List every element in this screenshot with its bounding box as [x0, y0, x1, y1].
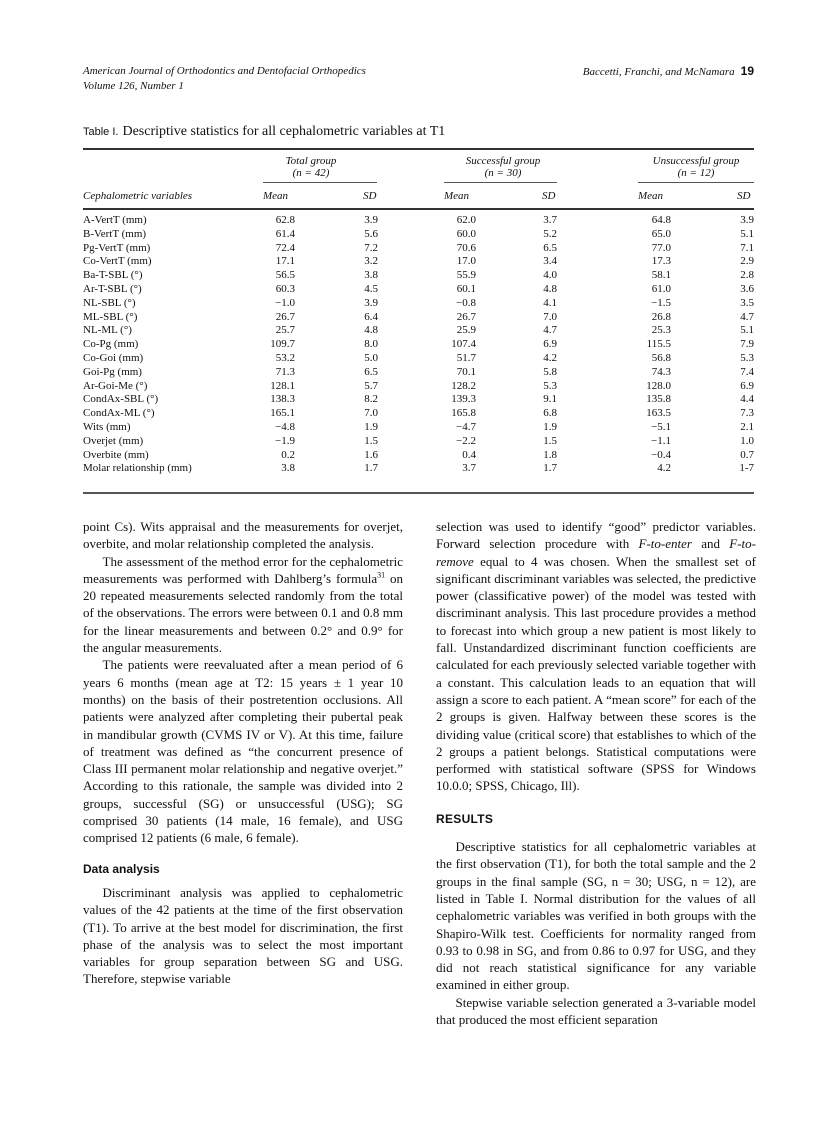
- cell-mean: 71.3: [275, 365, 295, 378]
- cell-mean: 25.7: [275, 324, 295, 337]
- cell-sd: 1.7: [364, 462, 378, 475]
- cell-mean: 128.0: [646, 379, 671, 392]
- row-header: Cephalometric variables: [83, 190, 193, 202]
- variable-name: Co-Pg (mm): [83, 338, 139, 351]
- cell-sd: 3.7: [543, 214, 557, 226]
- table-row: [83, 228, 754, 242]
- cell-sd: 5.2: [543, 227, 557, 240]
- cell-mean: 70.6: [456, 241, 476, 254]
- journal-title: American Journal of Orthodontics and Dentofacial Orthopedics: [83, 65, 366, 77]
- cell-sd: 1.6: [364, 448, 378, 461]
- cell-mean: −1.9: [275, 434, 295, 447]
- table-row: [83, 421, 754, 435]
- group-n: (n = 30): [484, 167, 522, 179]
- group-rule-total: [263, 182, 377, 183]
- col-mean-successful: Mean: [444, 190, 470, 202]
- cell-sd: 7.4: [740, 365, 754, 378]
- cell-mean: 77.0: [651, 241, 671, 254]
- group-header-total: [261, 155, 361, 179]
- cell-sd: 3.9: [740, 214, 754, 226]
- cell-sd: 1.0: [740, 434, 754, 447]
- cell-sd: 7.9: [740, 338, 754, 351]
- cell-mean: 26.7: [275, 310, 295, 323]
- cell-mean: 74.3: [651, 365, 671, 378]
- cell-mean: 56.8: [651, 351, 671, 364]
- table-row: [83, 393, 754, 407]
- cell-sd: 5.3: [543, 379, 557, 392]
- cell-sd: 4.4: [740, 393, 754, 406]
- cell-mean: 64.8: [651, 214, 671, 226]
- cell-mean: −1.0: [275, 296, 295, 309]
- variable-name: Ar-Goi-Me (°): [83, 379, 148, 392]
- citation-superscript: 31: [377, 570, 386, 580]
- cell-sd: 1.7: [543, 462, 557, 475]
- cell-mean: −0.4: [651, 448, 671, 461]
- cell-mean: 138.3: [270, 393, 295, 406]
- cell-sd: 5.8: [543, 365, 557, 378]
- group-rule-successful: [444, 182, 557, 183]
- variable-name: Wits (mm): [83, 420, 131, 433]
- cell-mean: 60.1: [456, 282, 476, 295]
- text: The assessment of the method error for the cephalometric measurements was performed with Dahlberg’s formula: [83, 553, 403, 586]
- cell-sd: 4.8: [364, 324, 378, 337]
- group-rule-unsuccessful: [638, 182, 754, 183]
- col-mean-unsuccessful: Mean: [638, 190, 664, 202]
- col-sd-total: SD: [363, 190, 377, 202]
- cell-sd: 5.1: [740, 324, 754, 337]
- cell-mean: −1.1: [651, 434, 671, 447]
- cell-mean: 61.4: [275, 227, 295, 240]
- cell-sd: 7.2: [364, 241, 378, 254]
- col-mean-total: Mean: [263, 190, 289, 202]
- cell-sd: 3.6: [740, 282, 754, 295]
- cell-mean: 55.9: [456, 269, 476, 282]
- variable-name: Ar-T-SBL (°): [83, 282, 142, 295]
- cell-sd: 2.1: [740, 420, 754, 433]
- cell-mean: 51.7: [456, 351, 476, 364]
- cell-mean: 26.8: [651, 310, 671, 323]
- group-n: (n = 12): [677, 167, 715, 179]
- table-header-rule: [83, 208, 754, 210]
- paragraph: [83, 553, 403, 657]
- cell-sd: 7.0: [364, 407, 378, 420]
- paragraph: The patients were reevaluated after a mean period of 6 years 6 months (mean age at T2: 15 years ± 1 year 10 months) on the basis of their postretention occlusions. All patients were analyzed after completing their pubertal peak in mandibular growth (CVMS IV or V). At this time, failure of treatment was defined as “the concurrent presence of Class III permanent molar relationship and negative overjet.” According to this rationale, the sample was divided into 2 groups, successful (SG) or unsuccessful (USG); SG comprised 30 patients (14 male, 16 female), and USG comprised 12 patients (6 male, 6 female).: [83, 657, 403, 846]
- cell-sd: 6.4: [364, 310, 378, 323]
- cell-mean: 25.9: [456, 324, 476, 337]
- table-row: [83, 324, 754, 338]
- cell-sd: 6.5: [364, 365, 378, 378]
- cell-mean: 70.1: [456, 365, 476, 378]
- cell-sd: 0.7: [740, 448, 754, 461]
- cell-mean: 165.1: [270, 407, 295, 420]
- cell-sd: 5.0: [364, 351, 378, 364]
- cell-mean: 58.1: [651, 269, 671, 282]
- cell-sd: 1.5: [364, 434, 378, 447]
- cell-mean: 0.2: [281, 448, 295, 461]
- table-body: [83, 214, 754, 476]
- group-name: Unsuccessful group: [652, 155, 740, 167]
- term-f-to-enter: F-to-enter: [638, 536, 692, 552]
- cell-mean: 60.3: [275, 282, 295, 295]
- cell-mean: 135.8: [646, 393, 671, 406]
- variable-name: CondAx-ML (°): [83, 407, 155, 420]
- cell-sd: 4.2: [543, 351, 557, 364]
- cell-sd: 4.1: [543, 296, 557, 309]
- table-row: [83, 462, 754, 476]
- cell-mean: 60.0: [456, 227, 476, 240]
- table-label: Table I.: [83, 126, 119, 138]
- cell-sd: 7.3: [740, 407, 754, 420]
- section-heading-data-analysis: Data analysis: [83, 861, 160, 876]
- text: equal to 4 was chosen. When the smallest set of significant discriminant variables was selected, the predictive power (classificative power) of the model was tested with discriminant analysis. This last procedure provides a method to forecast into which group a new patient is most likely to fall. Unstandardized discriminant function coefficients are calculated for each previously selected variable together with a constant. This calculation leads to an equation that will assign a score to each patient. A “mean score” for each of the 2 groups is given. Halfway between these scores is the dividing value (critical score) that establishes to which of the 2 groups a patient belongs. Statistical computations were performed with statistical software (SPSS for Windows 10.0.0; SPSS, Chicago, Ill).: [436, 553, 756, 794]
- cell-mean: 109.7: [270, 338, 295, 351]
- variable-name: Overbite (mm): [83, 448, 149, 461]
- paragraph: point Cs). Wits appraisal and the measurements for overjet, overbite, and molar relationship completed the analysis.: [83, 519, 403, 552]
- journal-volume: Volume 126, Number 1: [83, 80, 184, 92]
- cell-mean: 165.8: [451, 407, 476, 420]
- cell-mean: 128.2: [451, 379, 476, 392]
- page-number: 19: [740, 64, 754, 78]
- cell-sd: 2.9: [740, 255, 754, 268]
- variable-name: A-VertT (mm): [83, 214, 147, 226]
- paragraph: [436, 518, 756, 795]
- table-row: [83, 214, 754, 228]
- cell-mean: 0.4: [462, 448, 476, 461]
- text: and: [691, 536, 730, 552]
- cell-sd: 9.1: [543, 393, 557, 406]
- cell-mean: 128.1: [270, 379, 295, 392]
- cell-mean: −0.8: [456, 296, 476, 309]
- paragraph: Stepwise variable selection generated a 3-variable model that produced the most efficient separation: [436, 994, 756, 1028]
- text: selection was used to identify “good” predictor variables. Forward selection procedure with: [436, 519, 756, 552]
- cell-mean: 17.3: [651, 255, 671, 268]
- section-heading-results: RESULTS: [436, 811, 494, 826]
- cell-mean: 139.3: [451, 393, 476, 406]
- cell-mean: 17.1: [275, 255, 295, 268]
- cell-sd: 8.2: [364, 393, 378, 406]
- paragraph: Descriptive statistics for all cephalometric variables at the first observation (T1), for both the total sample and the 2 groups in the final sample (SG, n = 30; USG, n = 12), are listed in Table I. Normal distribution for the values of all cephalometric variables was verified in both groups with the Shapiro-Wilk test. Coefficients for normality ranged from 0.93 to 0.98 in SG, and from 0.86 to 0.97 for USG, and they did not reach statistical significance for any variable examined in either group.: [436, 839, 756, 993]
- table-row: [83, 338, 754, 352]
- cell-sd: 3.5: [740, 296, 754, 309]
- cell-sd: 1-7: [739, 462, 754, 475]
- paragraph: Discriminant analysis was applied to cephalometric values of the 42 patients at the time of the first observation (T1). To arrive at the best model for discrimination, the first phase of the analysis was to select the most important variables for group separation between SG and USG. Therefore, stepwise variable: [83, 884, 403, 987]
- cell-sd: 1.5: [543, 434, 557, 447]
- cell-sd: 4.0: [543, 269, 557, 282]
- variable-name: NL-ML (°): [83, 324, 132, 337]
- cell-sd: 1.9: [543, 420, 557, 433]
- table-row: [83, 255, 754, 269]
- cell-sd: 5.1: [740, 227, 754, 240]
- cell-mean: 56.5: [275, 269, 295, 282]
- variable-name: Goi-Pg (mm): [83, 365, 142, 378]
- table-caption: [83, 124, 445, 140]
- cell-sd: 2.8: [740, 269, 754, 282]
- cell-mean: 65.0: [651, 227, 671, 240]
- table-row: [83, 352, 754, 366]
- variable-name: Co-VertT (mm): [83, 255, 152, 268]
- table-bottom-rule: [83, 492, 754, 494]
- table-row: [83, 435, 754, 449]
- table-top-rule: [83, 148, 754, 150]
- table-row: [83, 366, 754, 380]
- cell-mean: 4.2: [657, 462, 671, 475]
- cell-sd: 6.8: [543, 407, 557, 420]
- cell-sd: 4.7: [543, 324, 557, 337]
- cell-mean: 26.7: [456, 310, 476, 323]
- cell-mean: −5.1: [651, 420, 671, 433]
- cell-sd: 5.3: [740, 351, 754, 364]
- col-sd-successful: SD: [542, 190, 556, 202]
- table-row: [83, 297, 754, 311]
- cell-mean: 62.8: [275, 214, 295, 226]
- cell-mean: 163.5: [646, 407, 671, 420]
- table-row: [83, 407, 754, 421]
- table-row: [83, 242, 754, 256]
- variable-name: Molar relationship (mm): [83, 462, 192, 475]
- table-row: [83, 380, 754, 394]
- cell-sd: 6.5: [543, 241, 557, 254]
- variable-name: Ba-T-SBL (°): [83, 269, 143, 282]
- cell-mean: −4.7: [456, 420, 476, 433]
- body-column-left: [83, 518, 403, 988]
- cell-mean: 53.2: [275, 351, 295, 364]
- cell-sd: 6.9: [740, 379, 754, 392]
- term-f-to-remove: F-to-remove: [436, 536, 756, 569]
- cell-sd: 6.9: [543, 338, 557, 351]
- cell-mean: 61.0: [651, 282, 671, 295]
- cell-mean: 107.4: [451, 338, 476, 351]
- cell-sd: 4.8: [543, 282, 557, 295]
- group-n: (n = 42): [292, 167, 330, 179]
- cell-sd: 4.7: [740, 310, 754, 323]
- table-row: [83, 283, 754, 297]
- cell-mean: −1.5: [651, 296, 671, 309]
- cell-sd: 5.7: [364, 379, 378, 392]
- cell-mean: 115.5: [646, 338, 671, 351]
- cell-sd: 4.5: [364, 282, 378, 295]
- cell-mean: 25.3: [651, 324, 671, 337]
- table-caption-text: Descriptive statistics for all cephalometric variables at T1: [122, 124, 446, 139]
- variable-name: Co-Goi (mm): [83, 351, 144, 364]
- cell-sd: 8.0: [364, 338, 378, 351]
- table-row: [83, 311, 754, 325]
- group-header-unsuccessful: [631, 155, 761, 179]
- cell-sd: 7.1: [740, 241, 754, 254]
- variable-name: Overjet (mm): [83, 434, 144, 447]
- authors-page: [583, 64, 754, 80]
- variable-name: NL-SBL (°): [83, 296, 136, 309]
- authors: Baccetti, Franchi, and McNamara: [582, 66, 735, 78]
- group-header-successful: [443, 155, 563, 179]
- cell-sd: 1.8: [543, 448, 557, 461]
- cell-sd: 3.9: [364, 296, 378, 309]
- cell-mean: 62.0: [456, 214, 476, 226]
- cell-mean: 72.4: [275, 241, 295, 254]
- variable-name: ML-SBL (°): [83, 310, 138, 323]
- col-sd-unsuccessful: SD: [737, 190, 751, 202]
- cell-mean: 17.0: [456, 255, 476, 268]
- table-row: [83, 449, 754, 463]
- group-name: Total group: [285, 155, 337, 167]
- group-name: Successful group: [465, 155, 541, 167]
- text: on 20 repeated measurements selected randomly from the total of the observations. The errors were between 0.1 and 0.8 mm for the linear measurements and between 0.2° and 0.9° for the angular measurements.: [83, 570, 403, 656]
- cell-mean: −2.2: [456, 434, 476, 447]
- variable-name: CondAx-SBL (°): [83, 393, 159, 406]
- cell-mean: 3.7: [462, 462, 476, 475]
- journal-info: [83, 64, 366, 94]
- cell-sd: 3.2: [364, 255, 378, 268]
- cell-sd: 3.8: [364, 269, 378, 282]
- variable-name: Pg-VertT (mm): [83, 241, 151, 254]
- cell-mean: 3.8: [281, 462, 295, 475]
- cell-sd: 3.9: [364, 214, 378, 226]
- cell-mean: −4.8: [275, 420, 295, 433]
- table-row: [83, 269, 754, 283]
- cell-sd: 7.0: [543, 310, 557, 323]
- variable-name: B-VertT (mm): [83, 227, 147, 240]
- cell-sd: 5.6: [364, 227, 378, 240]
- body-column-right: [436, 518, 756, 1028]
- cell-sd: 3.4: [543, 255, 557, 268]
- cell-sd: 1.9: [364, 420, 378, 433]
